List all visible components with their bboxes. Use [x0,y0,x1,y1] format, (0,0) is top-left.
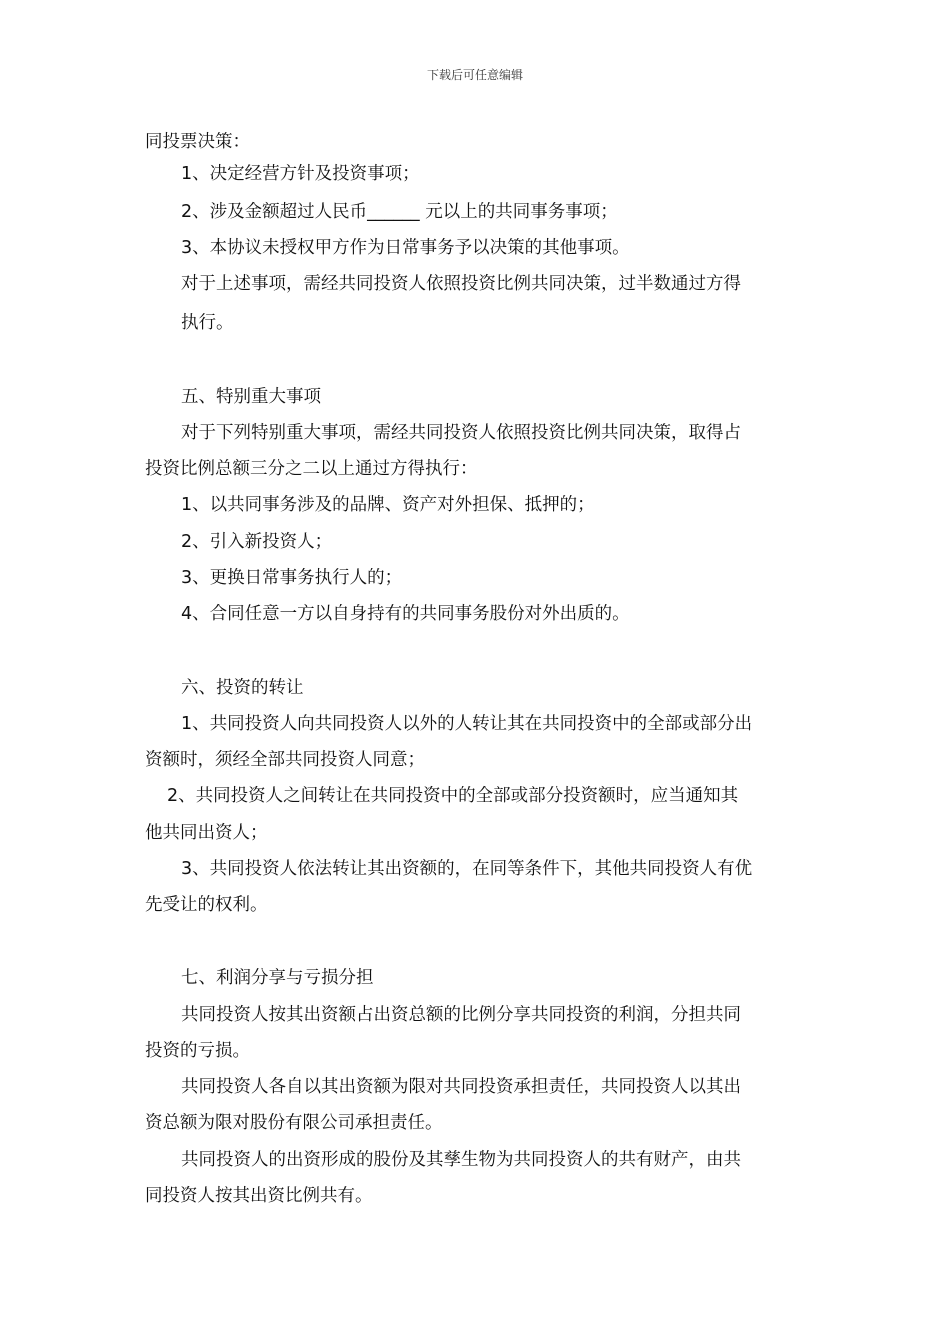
section-heading: 七、利润分享与亏损分担 [181,968,374,988]
text-line: 4、合同任意一方以自身持有的共同事务股份对外出质的。 [181,604,630,624]
page-header: 下载后可任意编辑 [426,68,523,82]
text-line: 对于下列特别重大事项，需经共同投资人依照投资比例共同决策，取得占 [181,423,741,443]
text-line: 1、共同投资人向共同投资人以外的人转让其在共同投资中的全部或部分出 [181,714,753,734]
text-line: 同投票决策： [145,132,250,152]
text-line: 3、更换日常事务执行人的； [181,568,403,588]
section-heading: 五、特别重大事项 [181,387,321,407]
text-line: 共同投资人按其出资额占出资总额的比例分享共同投资的利润，分担共同 [181,1005,741,1025]
text-line: 先受让的权利。 [145,895,268,915]
text-line: 2、共同投资人之间转让在共同投资中的全部或部分投资额时，应当通知其 [167,786,739,806]
text-line: 投资比例总额三分之二以上通过方得执行： [145,459,478,479]
text-line: 3、本协议未授权甲方作为日常事务予以决策的其他事项。 [181,238,630,258]
text-line: 同投资人按其出资比例共有。 [145,1186,373,1206]
text-line: 共同投资人的出资形成的股份及其孳生物为共同投资人的共有财产，由共 [181,1150,741,1170]
text-line: 2、引入新投资人； [181,532,333,552]
text-line: 资总额为限对股份有限公司承担责任。 [145,1113,443,1133]
text-line: 投资的亏损。 [145,1041,250,1061]
text-line: 2、涉及金额超过人民币______ 元以上的共同事务事项； [181,202,618,222]
text-line: 执行。 [181,313,234,333]
text-line: 3、共同投资人依法转让其出资额的，在同等条件下，其他共同投资人有优 [181,859,753,879]
text-line: 1、决定经营方针及投资事项； [181,164,420,184]
section-heading: 六、投资的转让 [181,678,304,698]
text-line: 资额时，须经全部共同投资人同意； [145,750,425,770]
text-line: 对于上述事项，需经共同投资人依照投资比例共同决策，过半数通过方得 [181,274,741,294]
text-line: 他共同出资人； [145,823,268,843]
text-line: 1、以共同事务涉及的品牌、资产对外担保、抵押的； [181,495,595,515]
text-line: 共同投资人各自以其出资额为限对共同投资承担责任，共同投资人以其出 [181,1077,741,1097]
